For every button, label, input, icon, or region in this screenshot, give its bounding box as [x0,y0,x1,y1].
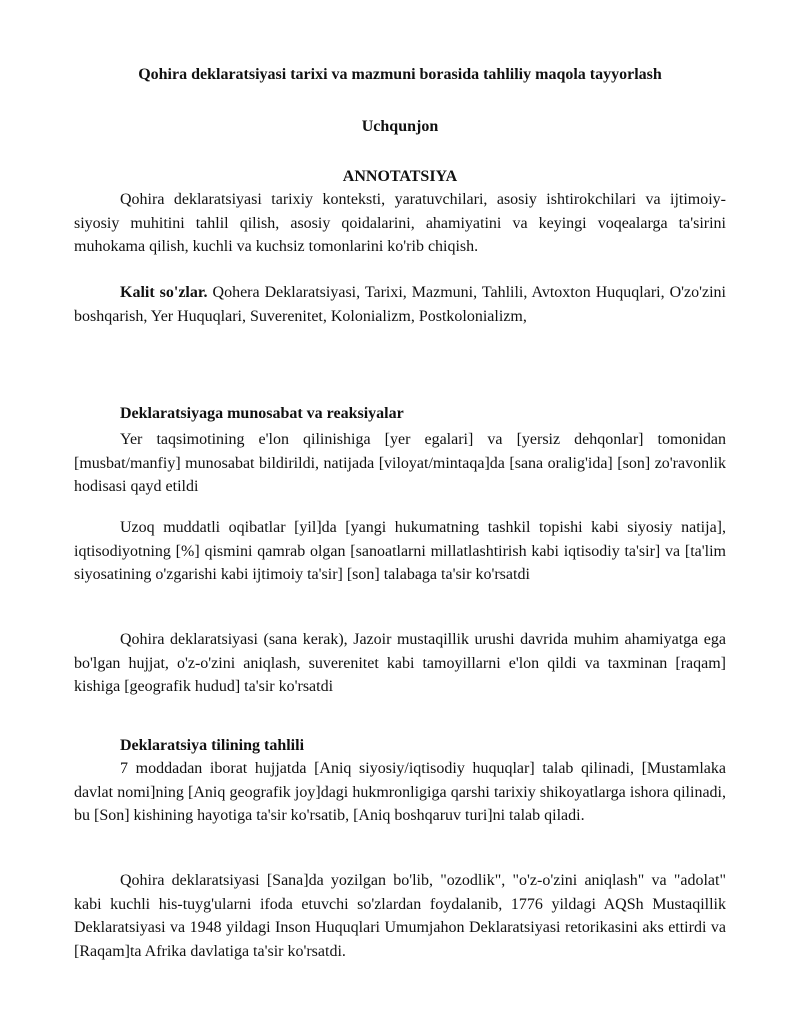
paragraph: Qohira deklaratsiyasi (sana kerak), Jazoir mustaqillik urushi davrida muhim ahamiyatga ega bo'lgan hujjat, o'z-o'zini aniqlash, suverenitet kabi tamoyillarni e'lon qildi va taxminan [raqam] kishiga [geografik hudud] ta'sir ko'rsatdi [74,631,726,695]
section-heading-language-analysis: Deklaratsiya tilining tahlili [120,737,305,754]
document-title: Qohira deklaratsiyasi tarixi va mazmuni borasida tahliliy maqola tayyorlash [138,66,662,83]
annotation-heading: ANNOTATSIYA [342,168,458,185]
author-name: Uchqunjon [361,118,439,135]
keywords-label: Kalit so'zlar. [120,284,208,301]
keywords-paragraph [74,281,726,328]
paragraph: Uzoq muddatli oqibatlar [yil]da [yangi hukumatning tashkil topishi kabi siyosiy natija], iqtisodiyotning [%] qismini qamrab olgan [sanoatlarni millatlashtirish kabi iqtisodiy ta'sir] va [ta'lim siyosatining o'zgarishi kabi ijtimoiy ta'sir] [son] talabaga ta'sir ko'rsatdi [74,519,726,583]
annotation-text: Qohira deklaratsiyasi tarixiy konteksti, yaratuvchilari, asosiy ishtirokchilari va ijtimoiy-siyosiy muhitini tahlil qilish, asosiy qoidalarini, ahamiyatini va keyingi voqealarga ta'sirini muhokama qilish, kuchli va kuchsiz tomonlarini ko'rib chiqish. [74,191,726,255]
paragraph: Yer taqsimotining e'lon qilinishiga [yer egalari] va [yersiz dehqonlar] tomonidan [musbat/manfiy] munosabat bildirildi, natijada [viloyat/mintaqa]da [sana oralig'ida] [son] zo'ravonlik hodisasi qayd etildi [74,431,726,495]
paragraph: Qohira deklaratsiyasi [Sana]da yozilgan bo'lib, "ozodlik", "o'z-o'zini aniqlash" va "adolat" kabi kuchli his-tuyg'ularni ifoda etuvchi so'zlardan foydalanib, 1776 yildagi AQSh Mustaqillik Deklaratsiyasi va 1948 yildagi Inson Huquqlari Umumjahon Deklaratsiyasi retorikasini aks ettirdi va [Raqam]ta Afrika davlatiga ta'sir ko'rsatdi. [74,872,726,960]
keywords-text: Qohera Deklaratsiyasi, Tarixi, Mazmuni, Tahlili, Avtoxton Huquqlari, O'zo'zini boshqarish, Yer Huquqlari, Suverenitet, Kolonializm, Postkolonializm, [74,284,727,325]
section-heading-reactions: Deklaratsiyaga munosabat va reaksiyalar [120,405,404,422]
paragraph: 7 moddadan iborat hujjatda [Aniq siyosiy/iqtisodiy huquqlar] talab qilinadi, [Mustamlaka davlat nomi]ning [Aniq geografik joy]dagi hukmronligiga qarshi tarixiy shikoyatlarga ishora qilinadi, bu [Son] kishining hayotiga ta'sir ko'rsatib, [Aniq boshqaruv turi]ni talab qiladi. [74,760,726,824]
